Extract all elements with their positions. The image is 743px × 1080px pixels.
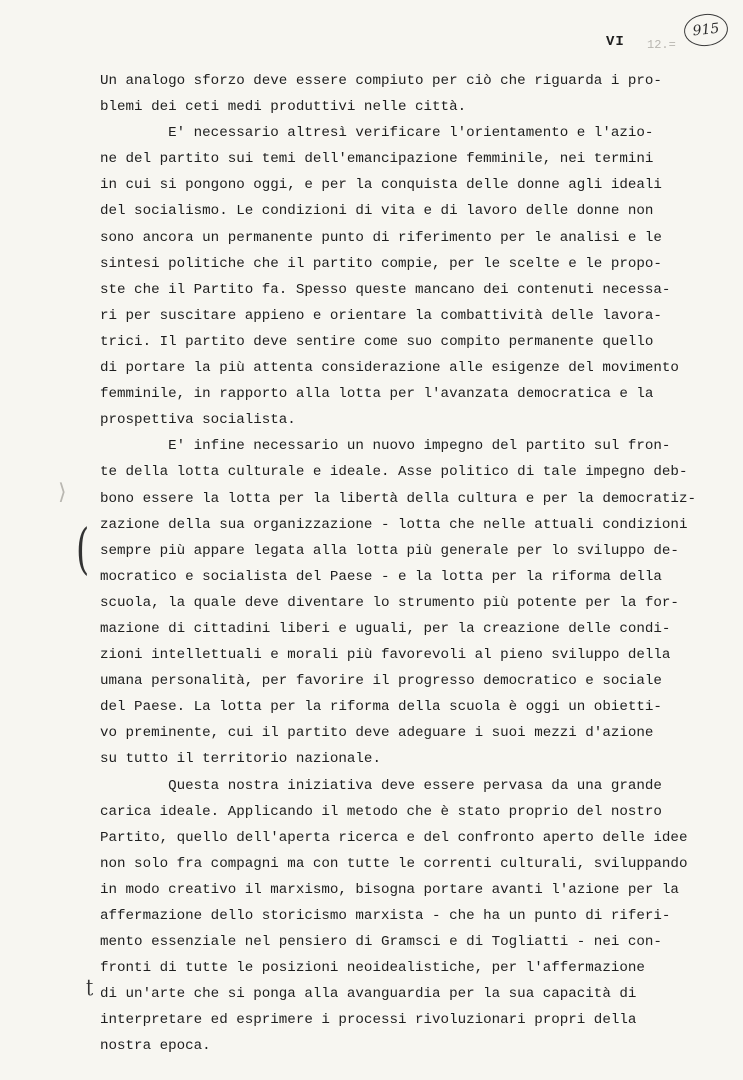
text-line: sono ancora un permanente punto di riferimento per le analisi e le [100, 229, 662, 246]
text-line: te della lotta culturale e ideale. Asse politico di tale impegno deb- [100, 464, 688, 481]
text-line: mocratico e socialista del Paese - e la lotta per la riforma della [100, 568, 662, 585]
text-line: affermazione dello storicismo marxista - che ha un punto di riferi- [100, 908, 671, 924]
text-line: fronti di tutte le posizioni neoidealistiche, per l'affermazione [100, 960, 645, 977]
page-number: VI [606, 34, 625, 50]
archive-stamp: 915 [682, 12, 729, 48]
body-text [100, 68, 712, 1060]
text-line: sintesi politiche che il partito compie, per le scelte e le propo- [100, 255, 662, 272]
text-line: Questa nostra iniziativa deve essere pervasa da una grande [100, 777, 662, 794]
text-line: E' infine necessario un nuovo impegno del partito sul fron- [100, 438, 671, 455]
text-line: zazione della sua organizzazione - lotta che nelle attuali condizioni [100, 516, 688, 533]
text-line: di portare la più attenta considerazione alle esigenze del movimento [100, 360, 679, 377]
text-line: in cui si pongono oggi, e per la conquista delle donne agli ideali [100, 177, 662, 194]
text-line: Partito, quello dell'aperta ricerca e del confronto aperto delle idee [100, 829, 688, 846]
text-line: vo preminente, cui il partito deve adeguare i suoi mezzi d'azione [100, 725, 654, 742]
margin-bracket-icon: ( [76, 518, 90, 582]
text-line: femminile, in rapporto alla lotta per l'avanzata democratica e la [100, 386, 654, 403]
text-line: Un analogo sforzo deve essere compiuto per ciò che riguarda i pro- [100, 73, 662, 89]
text-line: ste che il Partito fa. Spesso queste mancano dei contenuti necessa- [100, 281, 671, 298]
text-line: trici. Il partito deve sentire come suo compito permanente quello [100, 333, 654, 350]
text-line: mento essenziale nel pensiero di Gramsci e di Togliatti - nei con- [100, 934, 662, 951]
margin-tick-icon: ʈ [86, 976, 94, 997]
text-line: nostra epoca. [100, 1038, 211, 1055]
text-line: su tutto il territorio nazionale. [100, 751, 381, 768]
text-line: mazione di cittadini liberi e uguali, per la creazione delle condi- [100, 620, 671, 637]
text-line: zioni intellettuali e morali più favorevoli al pieno sviluppo della [100, 647, 671, 664]
text-line: non solo fra compagni ma con tutte le correnti culturali, sviluppando [100, 855, 688, 872]
text-line: blemi dei ceti medi produttivi nelle città. [100, 99, 467, 116]
text-line: scuola, la quale deve diventare lo strumento più potente per la for- [100, 594, 679, 611]
text-line: bono essere la lotta per la libertà della cultura e per la democratiz- [100, 490, 696, 507]
text-line: prospettiva socialista. [100, 412, 296, 429]
text-line: ri per suscitare appieno e orientare la combattività delle lavora- [100, 307, 662, 324]
text-line: ne del partito sui temi dell'emancipazione femminile, nei termini [100, 151, 654, 168]
text-line: sempre più appare legata alla lotta più generale per lo sviluppo de- [100, 542, 679, 559]
text-line: del socialismo. Le condizioni di vita e di lavoro delle donne non [100, 203, 654, 220]
faint-page-number: 12.= [647, 38, 676, 52]
text-line: del Paese. La lotta per la riforma della scuola è oggi un obietti- [100, 699, 662, 716]
text-line: di un'arte che si ponga alla avanguardia per la sua capacità di [100, 986, 637, 1003]
text-line: umana personalità, per favorire il progresso democratico e sociale [100, 673, 662, 690]
text-line: carica ideale. Applicando il metodo che è stato proprio del nostro [100, 803, 662, 820]
text-line: in modo creativo il marxismo, bisogna portare avanti l'azione per la [100, 881, 679, 898]
text-line: interpretare ed esprimere i processi rivoluzionari propri della [100, 1012, 637, 1029]
faint-margin-mark-icon: ⟩ [58, 480, 67, 505]
text-line: E' necessario altresì verificare l'orientamento e l'azio- [100, 125, 654, 142]
